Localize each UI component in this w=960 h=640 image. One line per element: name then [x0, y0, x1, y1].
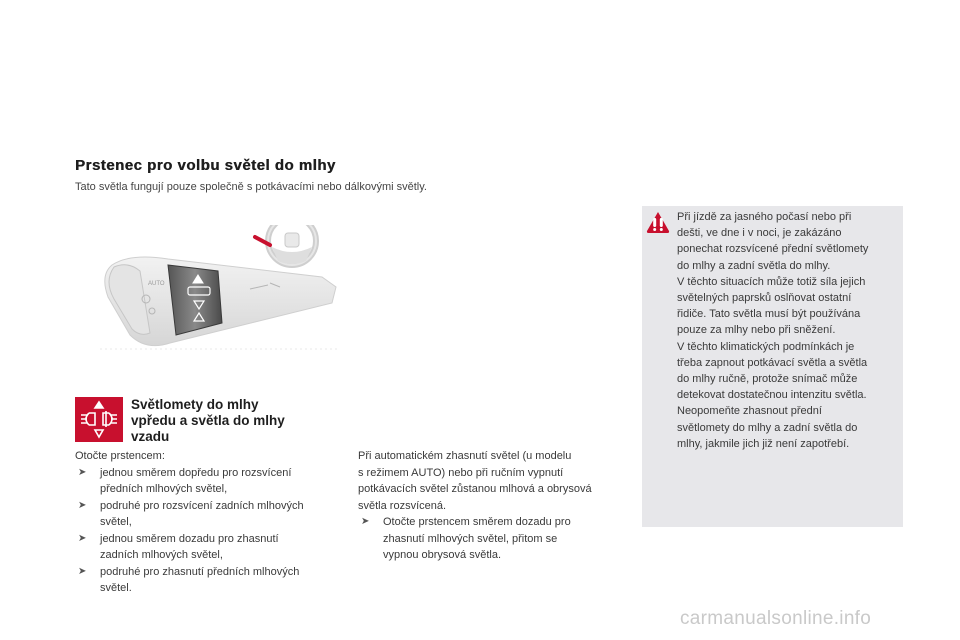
bullet-arrow-icon: ➤ [78, 466, 87, 478]
fog-lights-icon [75, 397, 123, 442]
steering-wheel-icon [255, 225, 330, 265]
warning-line: pouze za mlhy nebo při sněžení. [677, 324, 836, 337]
list-item-line: světel. [100, 582, 132, 594]
warning-line: mlhy, jakmile jich již není zapotřebí. [677, 437, 850, 450]
warning-exclamation-icon [646, 211, 670, 235]
bullet-arrow-icon: ➤ [78, 565, 87, 577]
warning-line: řidiče. Tato světla musí být používána [677, 308, 861, 321]
left-column [75, 448, 335, 597]
section-intro: Tato světla fungují pouze společně s potkávacími nebo dálkovými světly. [75, 181, 427, 193]
subsection-heading-line-1: Světlomety do mlhy [131, 397, 259, 412]
list-item-line: podruhé pro zhasnutí předních mlhových [100, 565, 300, 578]
warning-line: třeba zapnout potkávací světla a světla [677, 356, 868, 369]
warning-line: V těchto klimatických podmínkách je [677, 340, 855, 353]
list-item [75, 498, 335, 531]
light-stalk-illustration [100, 225, 340, 355]
warning-line: V těchto situacích může totiž síla jejich [677, 275, 866, 288]
list-item [75, 531, 335, 564]
subsection-heading-line-2: vpředu a světla do mlhy [131, 413, 285, 428]
mid-paragraph-line: potkávacích světel zůstanou mlhová a obrysová [358, 483, 592, 495]
warning-line: Neopomeňte zhasnout přední [677, 405, 822, 418]
warning-line: do mlhy a zadní světla do mlhy. [677, 259, 831, 272]
mid-paragraph-line: světla rozsvícená. [358, 499, 447, 512]
list-item-line: zadních mlhových světel, [100, 549, 223, 561]
warning-line: do mlhy ručně, protože snímač může [677, 373, 858, 386]
list-item-line: podruhé pro rozsvícení zadních mlhových [100, 499, 304, 512]
list-item-line: jednou směrem dozadu pro zhasnutí [100, 532, 279, 545]
mid-paragraph-line: s režimem AUTO) nebo při ručním vypnutí [358, 466, 564, 479]
list-item-line: vypnou obrysová světla. [383, 549, 502, 561]
list-item-line: jednou směrem dopředu pro rozsvícení [100, 466, 292, 479]
middle-column [358, 448, 626, 564]
list-item-line: zhasnutí mlhových světel, přitom se [383, 532, 558, 545]
list-item [75, 465, 335, 498]
watermark: carmanualsonline.info [680, 608, 872, 629]
list-item [358, 514, 626, 564]
list-item-line: Otočte prstencem směrem dozadu pro [383, 516, 571, 528]
warning-line: světelných paprsků oslňovat ostatní [677, 292, 852, 305]
bullet-arrow-icon: ➤ [78, 499, 87, 511]
left-lead: Otočte prstencem: [75, 450, 165, 462]
subsection-heading-line-3: vzadu [131, 429, 170, 444]
bullet-arrow-icon: ➤ [78, 532, 87, 544]
warning-line: Při jízdě za jasného počasí nebo při [677, 211, 852, 223]
warning-line: detekovat dostatečnou intenzitu světla. [677, 389, 867, 402]
list-item-line: předních mlhových světel, [100, 483, 228, 495]
warning-text [677, 209, 899, 452]
warning-line: ponechat rozsvícené přední světlomety [677, 243, 869, 256]
section-title: Prstenec pro volbu světel do mlhy [75, 157, 336, 174]
bullet-arrow-icon: ➤ [361, 516, 370, 527]
list-item-line: světel, [100, 516, 132, 528]
warning-line: světlomety do mlhy a zadní světla do [677, 421, 858, 434]
auto-label: AUTO [148, 281, 165, 287]
list-item [75, 564, 335, 597]
mid-paragraph-line: Při automatickém zhasnutí světel (u modelu [358, 450, 572, 462]
warning-line: dešti, ve dne i v noci, je zakázáno [677, 227, 842, 240]
subsection-heading [131, 397, 331, 445]
